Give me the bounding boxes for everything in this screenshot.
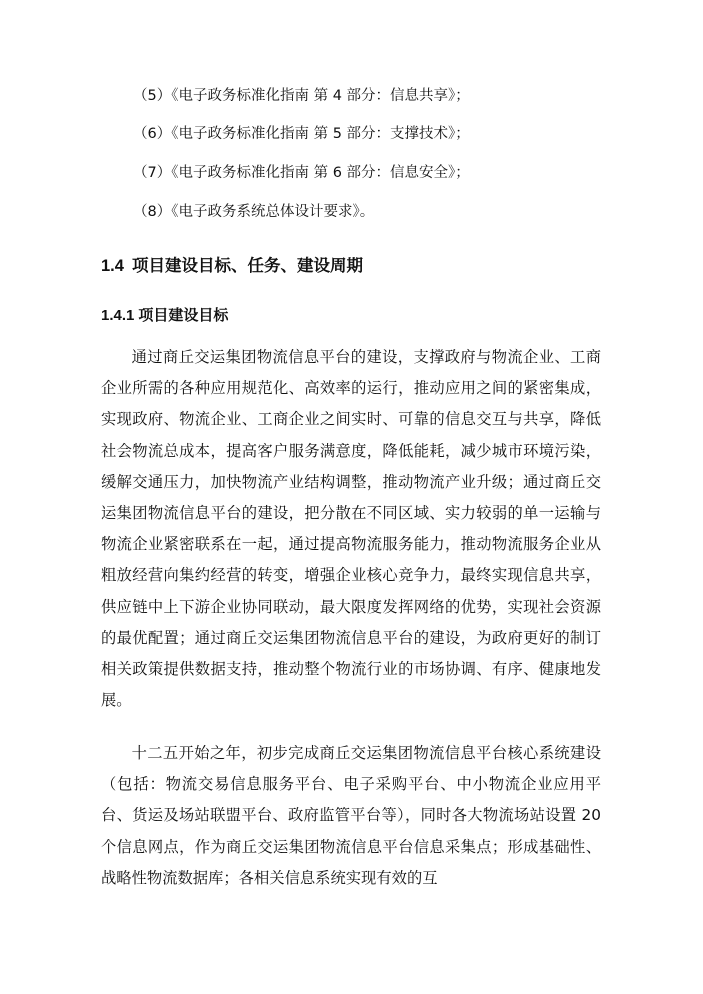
- section-number: 1.4: [101, 257, 124, 275]
- reference-item-7: （7）《电子政务标准化指南 第 6 部分：信息安全》；: [133, 165, 470, 181]
- reference-item-5: （5）《电子政务标准化指南 第 4 部分：信息共享》；: [133, 88, 470, 104]
- reference-item-6: （6）《电子政务标准化指南 第 5 部分：支撑技术》；: [133, 126, 470, 142]
- subsection-title: 项目建设目标: [138, 306, 229, 324]
- body-paragraph-goals: 通过商丘交运集团物流信息平台的建设，支撑政府与物流企业、工商企业所需的各种应用规范化、高效率的运行，推动应用之间的紧密集成，实现政府、物流企业、工商企业之间实时、可靠的信息交互与共享，降低社会物流总成本，提高客户服务满意度，降低能耗，减少城市环境污染，缓解交通压力，加快物流产业结构调整，推动物流产业升级；通过商丘交运集团物流信息平台的建设，把分散在不同区域、实力较弱的单一运输与物流企业紧密联系在一起，通过提高物流服务能力，推动物流服务企业从粗放经营向集约经营的转变，增强企业核心竞争力，最终实现信息共享，供应链中上下游企业协同联动，最大限度发挥网络的优势，实现社会资源的最优配置；通过商丘交运集团物流信息平台的建设，为政府更好的制订相关政策提供数据支持，推动整个物流行业的市场协调、有序、健康地发展。: [101, 348, 601, 710]
- section-title: 项目建设目标、任务、建设周期: [131, 256, 363, 275]
- subsection-heading: [101, 304, 228, 325]
- reference-item-8: （8）《电子政务系统总体设计要求》。: [133, 204, 375, 220]
- body-paragraph-plan: 十二五开始之年，初步完成商丘交运集团物流信息平台核心系统建设（包括：物流交易信息服务平台、电子采购平台、中小物流企业应用平台、货运及场站联盟平台、政府监管平台等），同时各大物流场站设置 20 个信息网点，作为商丘交运集团物流信息平台信息采集点；形成基础性、战略性物流数据库；各相关信息系统实现有效的互: [101, 744, 601, 887]
- section-heading: [101, 252, 363, 276]
- subsection-number: 1.4.1: [101, 307, 135, 324]
